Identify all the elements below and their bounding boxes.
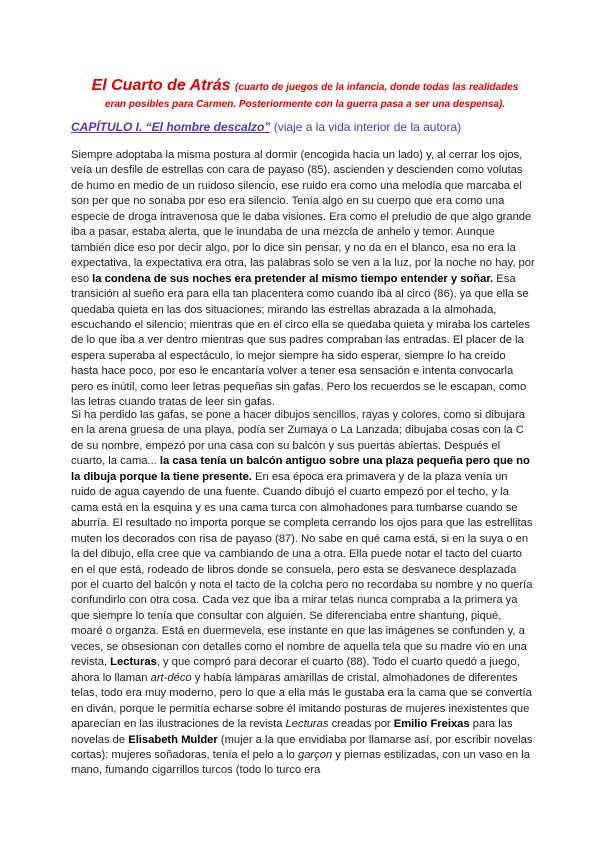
- p2-text-4: y había lámparas amarillas de cristal, almohadones de diferentes telas, todo era muy moderno, pero lo que a ella más le gustaba era la cama que se convertía en diván, porque le permitía echarse sobre él imitando posturas de mujeres inexistentes que aparecían en las ilustraciones de la revista: [71, 671, 532, 731]
- p1-text-1: Siempre adoptaba la misma postura al dormir (encogida hacia un lado) y, al cerrar los ojos, veía un desfile de estrellas con cara de payaso (85), ascienden y descienden como volutas de humo en medio de un ruidoso silencio, ese ruido era como una melodía que marcaba el son per que no sonaba por eso era silencio. Tenía algo en su cuerpo que era como una especie de droga intravenosa que le daba visiones. Era como el preludio de que algo grande iba a pasar, estaba alerta, que le inundaba de una mezcla de anhelo y temor. Aunque también dice eso por decir algo, por lo dice sin pensar, y no da en el blanco, esa no era la expectativa, la expectativa era otra, las palabras solo se ven a la luz, por la noche no hay, por eso: [71, 149, 535, 285]
- p2-text-8: y piernas estilizadas, con un vaso en la mano, fumando cigarrillos turcos (todo lo turco era: [71, 748, 530, 777]
- document-title: [80, 78, 530, 112]
- p2-bold-elisabeth-mulder: Elisabeth Mulder: [128, 733, 218, 746]
- chapter-heading: [71, 120, 541, 135]
- chapter-title: CAPÍTULO I. “El hombre descalzo”: [71, 120, 271, 134]
- p2-italic-lecturas: Lecturas: [285, 718, 329, 731]
- p2-text-6: para las novelas de: [71, 718, 513, 746]
- title-subtitle-line1: (cuarto de juegos de la infancia, donde todas las realidades: [235, 82, 519, 93]
- p2-text-5: creadas por: [328, 718, 394, 731]
- p2-text-1: Si ha perdido las gafas, se pone a hacer dibujos sencillos, rayas y colores, como si dibujara en la arena gruesa de una playa, podía ser Zumaya o La Lanzada; dibujaba cosas con la C de su nombre, empezó por una casa con su balcón y sus puertas abiertas. Después el cuarto, la cama...: [71, 409, 525, 468]
- p2-italic-art-deco: art-déco: [150, 671, 192, 684]
- p2-text-3: , y que compró para decorar el cuarto (88). Todo el cuarto quedó a juego, ahora lo llaman: [71, 656, 520, 684]
- p2-bold-emilio-freixas: Emilio Freixas: [393, 718, 470, 731]
- paragraph-1: [71, 148, 535, 411]
- p2-text-2: En esa época era primavera y de la plaza venía un ruido de agua cayendo de una fuente. Cuando dibujó el cuarto empezó por el techo, y la cama está en la esquina y es una cama turca con almohadones para tumbarse cuando se aburría. El resultado no importa porque se completa cerrando los ojos para que las estrellitas muten los decorados con risa de payaso (87). No sabe en qué cama está, si en la suya o en la del dibujo, ella cree que va cambiando de una a otra. Ella puede notar el tacto del cuarto en el que está, rodeado de libros donde se consuela, pero esta se desvanece desplazada por el cuarto del balcón y nota el tacto de la colcha pero no recordaba su nombre y no quería confundirlo con otra cosa. Cada vez que iba a mirar telas nunca compraba a la primera ya que siempre lo tenía que consultar con alguien. Se diferenciaba entre shantung, piqué, moaré o organza. Está en duermevela, ese instante en que las imágenes se confunden y, a veces, se obsesionan con detalles como el nombre de aquella tela que su madre vio en una revista,: [71, 470, 533, 669]
- p2-italic-garcon: garçon: [297, 748, 333, 761]
- p1-text-2: Esa transición al sueño era para ella tan placentera como cuando iba al circo (86), ya que ella se quedaba quieta en las dos situaciones; mirando las estrellas abrazada a la almohada, escuchando el silencio; mientras que en el circo ella se quedaba quieta y miraba los carteles de lo que iba a ver dentro mientras que sus padres compraban las entradas. El placer de la espera superaba al espectáculo, lo mejor siempre ha sido esperar, siempre lo ha creído hasta hace poco, por eso le encantaría volver a tener esa sensación e intenta convocarla pero es inútil, como leer letras pequeñas sin gafas. Pero los recuerdos se le escapan, como las letras cuando tratas de leer sin gafas.: [71, 272, 530, 409]
- p2-bold-lecturas: Lecturas: [110, 656, 157, 669]
- title-main: El Cuarto de Atrás: [91, 77, 231, 94]
- p1-bold-1: la condena de sus noches era pretender al mismo tiempo entender y soñar.: [92, 272, 494, 285]
- p2-bold-1: la casa tenía un balcón antiguo sobre una plaza pequeña pero que no la dibuja porque la tiene presente.: [71, 455, 530, 483]
- chapter-subtitle: (viaje a la vida interior de la autora): [270, 120, 462, 134]
- paragraph-2: [71, 408, 535, 779]
- title-subtitle-line2: eran posibles para Carmen. Posteriormente con la guerra pasa a ser una despensa).: [104, 99, 506, 110]
- p2-text-7: (mujer a la que envidiaba por llamarse así, por escribir novelas cortas): mujeres soñadoras, tenía el pelo a lo: [71, 733, 533, 761]
